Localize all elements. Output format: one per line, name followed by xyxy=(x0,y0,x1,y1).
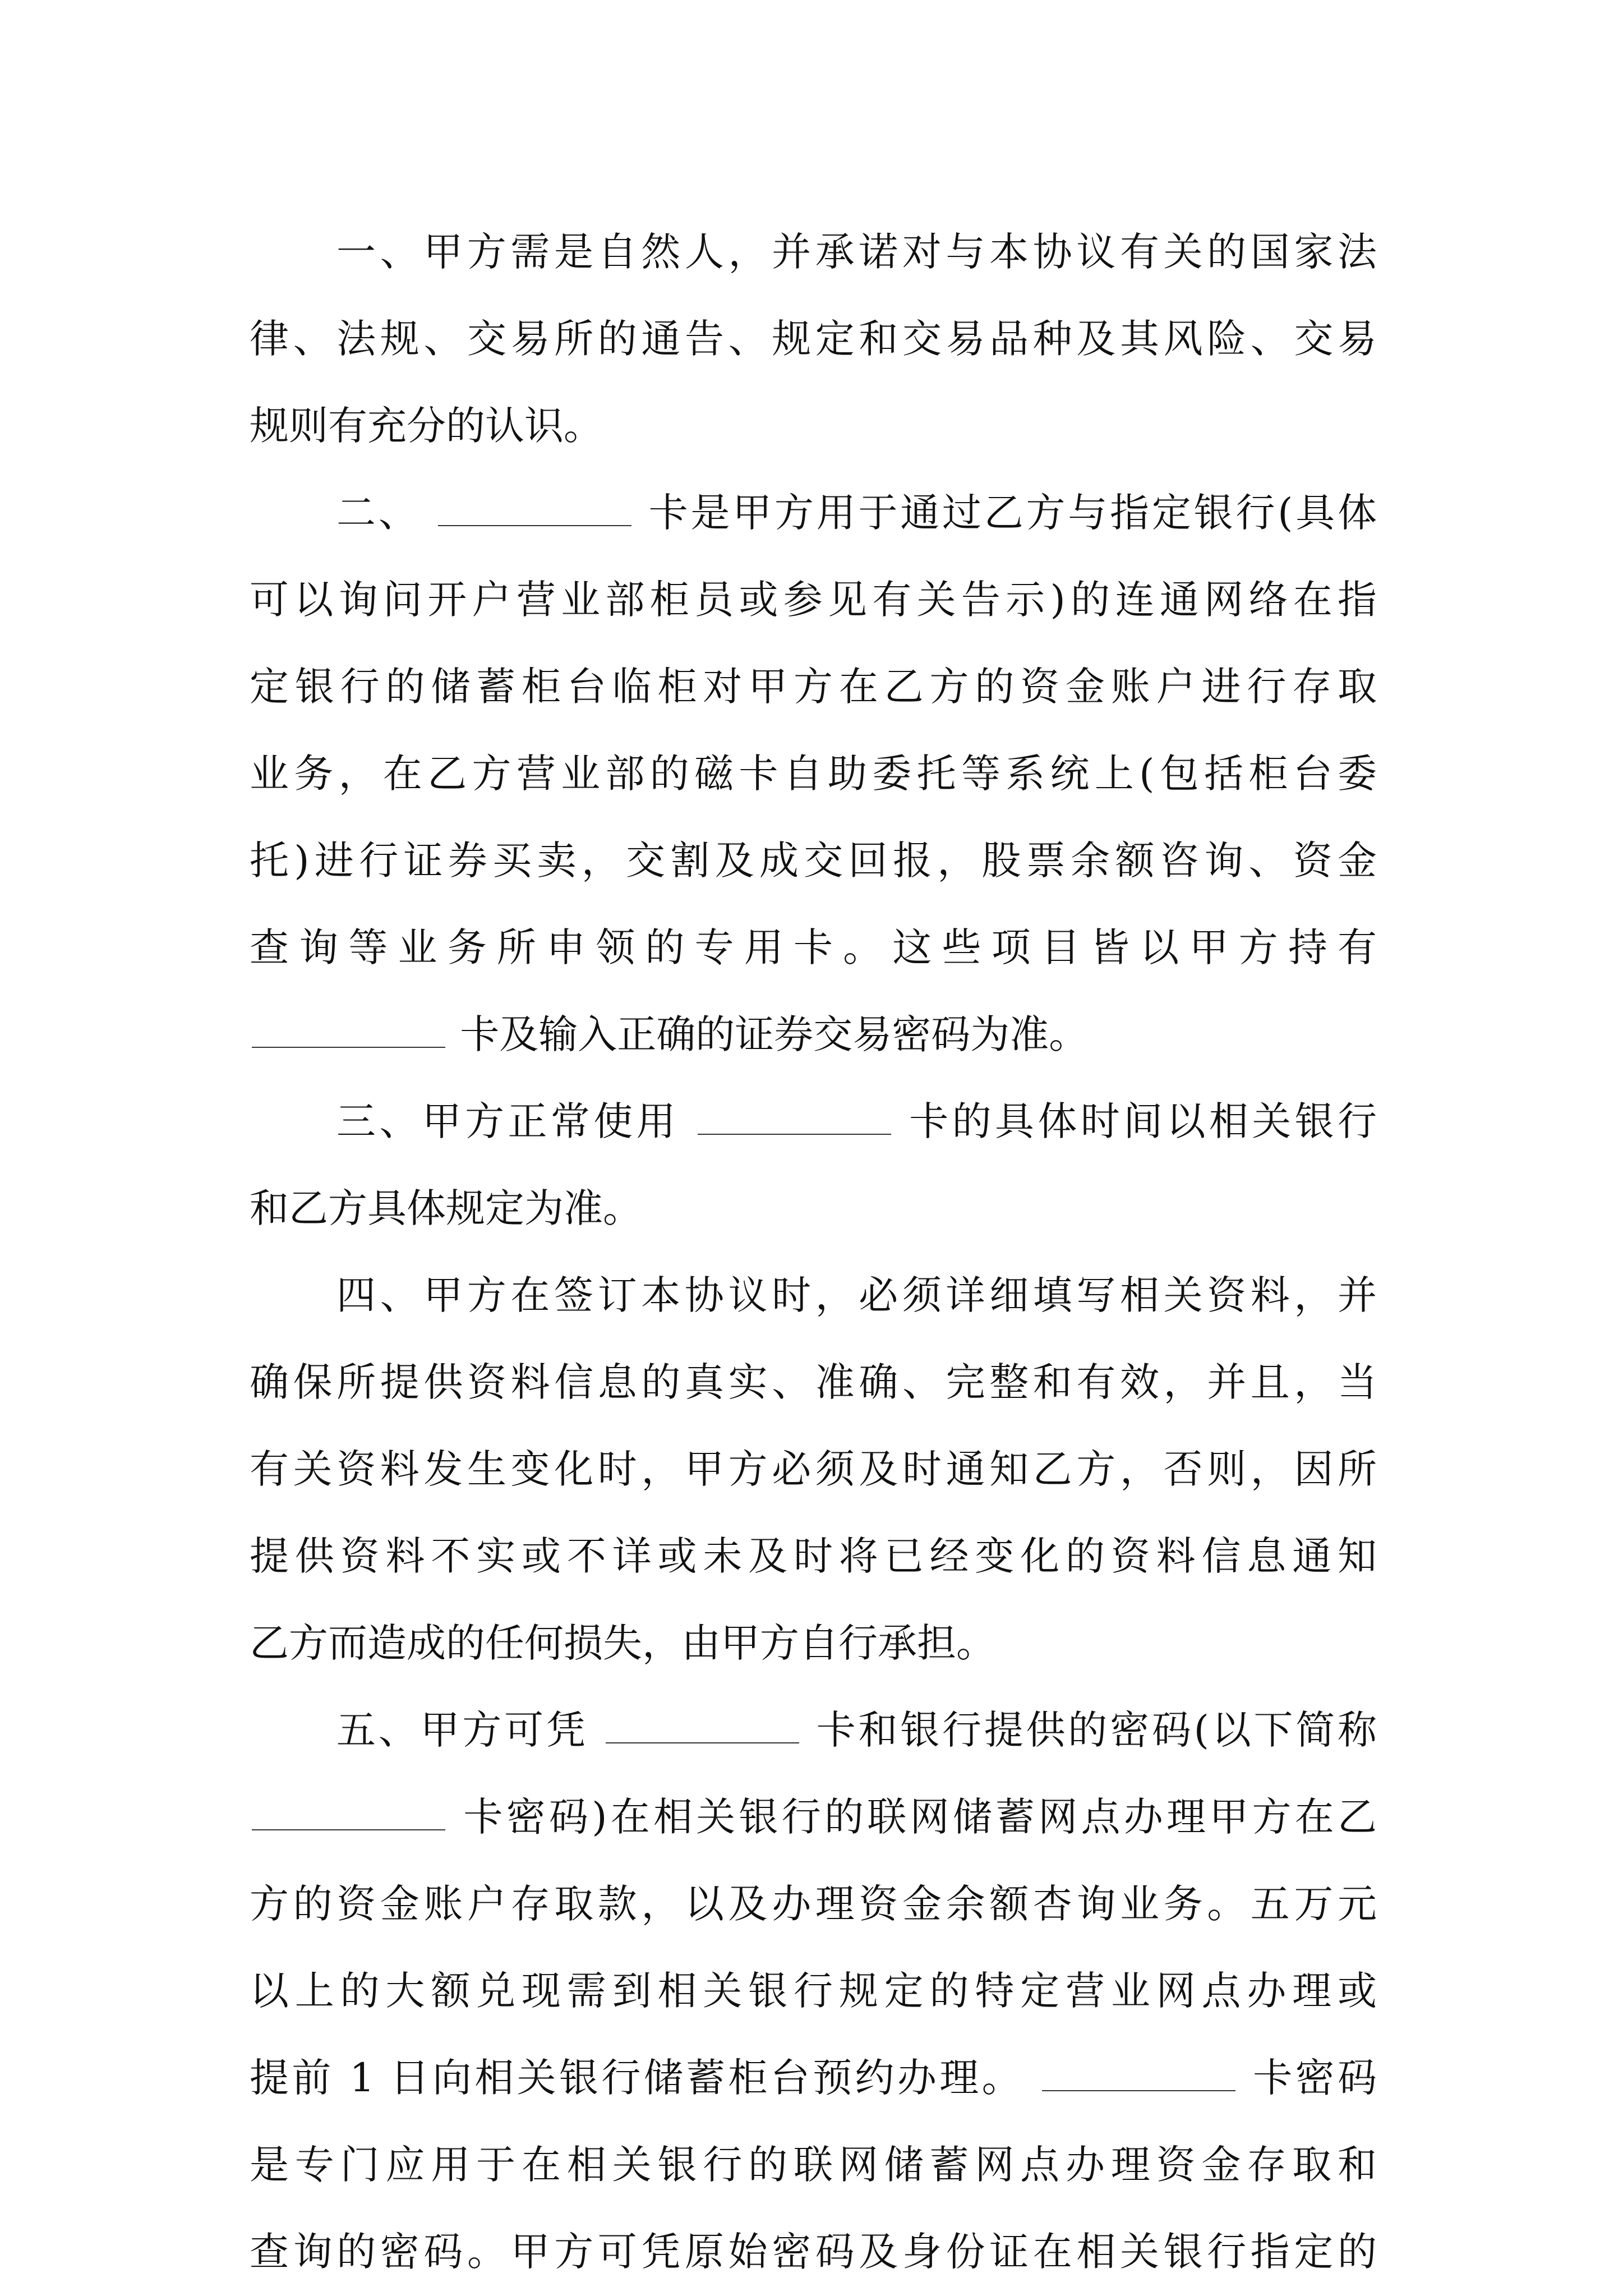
paragraph-3-line-2: 和乙方具体规定为准。 xyxy=(250,1185,642,1231)
agreement-body xyxy=(250,209,1377,2295)
card-name-blank xyxy=(252,1791,445,1830)
paragraph-4-line-4: 提供资料不实或不详或未及时将已经变化的资料信息通知 xyxy=(250,1533,1377,1579)
card-name-blank xyxy=(438,487,631,526)
paragraph-2-line-1-after: 卡是甲方用于通过乙方与指定银行(具体 xyxy=(648,490,1377,536)
paragraph-4-line-5: 乙方而造成的任何损失，由甲方自行承担。 xyxy=(250,1620,995,1666)
paragraph-3-line-1-before: 三、甲方正常使用 xyxy=(336,1098,679,1144)
paragraph-3-line-1-after: 卡的具体时间以相关银行 xyxy=(909,1098,1377,1144)
paragraph-2-line-2: 可以询问开户营业部柜员或参见有关告示)的连通网络在指 xyxy=(250,577,1377,623)
paragraph-1-line-3: 规则有充分的认识。 xyxy=(250,403,603,449)
paragraph-2-line-6: 查询等业务所申领的专用卡。这些项目皆以甲方持有 xyxy=(250,924,1377,970)
paragraph-2-line-1-before: 二、 xyxy=(336,490,421,536)
paragraph-2-line-3: 定银行的储蓄柜台临柜对甲方在乙方的资金账户进行存取 xyxy=(250,664,1377,710)
paragraph-5-line-4: 以上的大额兑现需到相关银行规定的特定营业网点办理或 xyxy=(250,1968,1377,2014)
paragraph-2-line-7 xyxy=(250,991,1377,1078)
card-name-blank xyxy=(698,1096,891,1135)
paragraph-5-line-2-after: 卡密码)在相关银行的联网储蓄网点办理甲方在乙 xyxy=(463,1794,1377,1840)
paragraph-1-line-1: 一、甲方需是自然人，并承诺对与本协议有关的国家法 xyxy=(336,229,1377,275)
paragraph-2-line-5: 托)进行证券买卖，交割及成交回报，股票余额咨询、资金 xyxy=(250,838,1377,884)
paragraph-2-line-7-after: 卡及输入正确的证券交易密码为准。 xyxy=(460,1011,1089,1057)
paragraph-5-line-7: 查询的密码。甲方可凭原始密码及身份证在相关银行指定的 xyxy=(250,2229,1377,2275)
paragraph-5-line-2 xyxy=(250,1774,1377,1861)
paragraph-5-line-1-before: 五、甲方可凭 xyxy=(336,1707,588,1753)
paragraph-5-line-1-after: 卡和银行提供的密码(以下简称 xyxy=(816,1707,1377,1753)
card-name-blank xyxy=(1042,2052,1235,2091)
paragraph-5-line-5-after: 卡密码 xyxy=(1253,2055,1377,2101)
paragraph-5-line-3: 方的资金账户存取款，以及办理资金余额杏询业务。五万元 xyxy=(250,1881,1377,1927)
paragraph-4-line-3: 有关资料发生变化时，甲方必须及时通知乙方，否则，因所 xyxy=(250,1446,1377,1492)
paragraph-4-line-1: 四、甲方在签订本协议时，必须详细填写相关资料，并 xyxy=(336,1272,1377,1318)
paragraph-5-line-5-before: 提前 1 日向相关银行储蓄柜台预约办理。 xyxy=(250,2055,1024,2101)
paragraph-2-line-4: 业务，在乙方营业部的磁卡自助委托等系统上(包括柜台委 xyxy=(250,751,1377,797)
paragraph-5-line-1 xyxy=(250,1687,1377,1774)
card-name-blank xyxy=(252,1009,445,1048)
paragraph-5-line-6: 是专门应用于在相关银行的联网储蓄网点办理资金存取和 xyxy=(250,2142,1377,2188)
paragraph-1-line-2: 律、法规、交易所的通告、规定和交易品种及其风险、交易 xyxy=(250,316,1377,362)
paragraph-5-line-5 xyxy=(250,2035,1377,2122)
paragraph-3-line-1 xyxy=(250,1078,1377,1165)
paragraph-4-line-2: 确保所提供资料信息的真实、准确、完整和有效，并且，当 xyxy=(250,1359,1377,1405)
paragraph-2-line-1 xyxy=(250,470,1377,556)
card-name-blank xyxy=(606,1704,799,1743)
